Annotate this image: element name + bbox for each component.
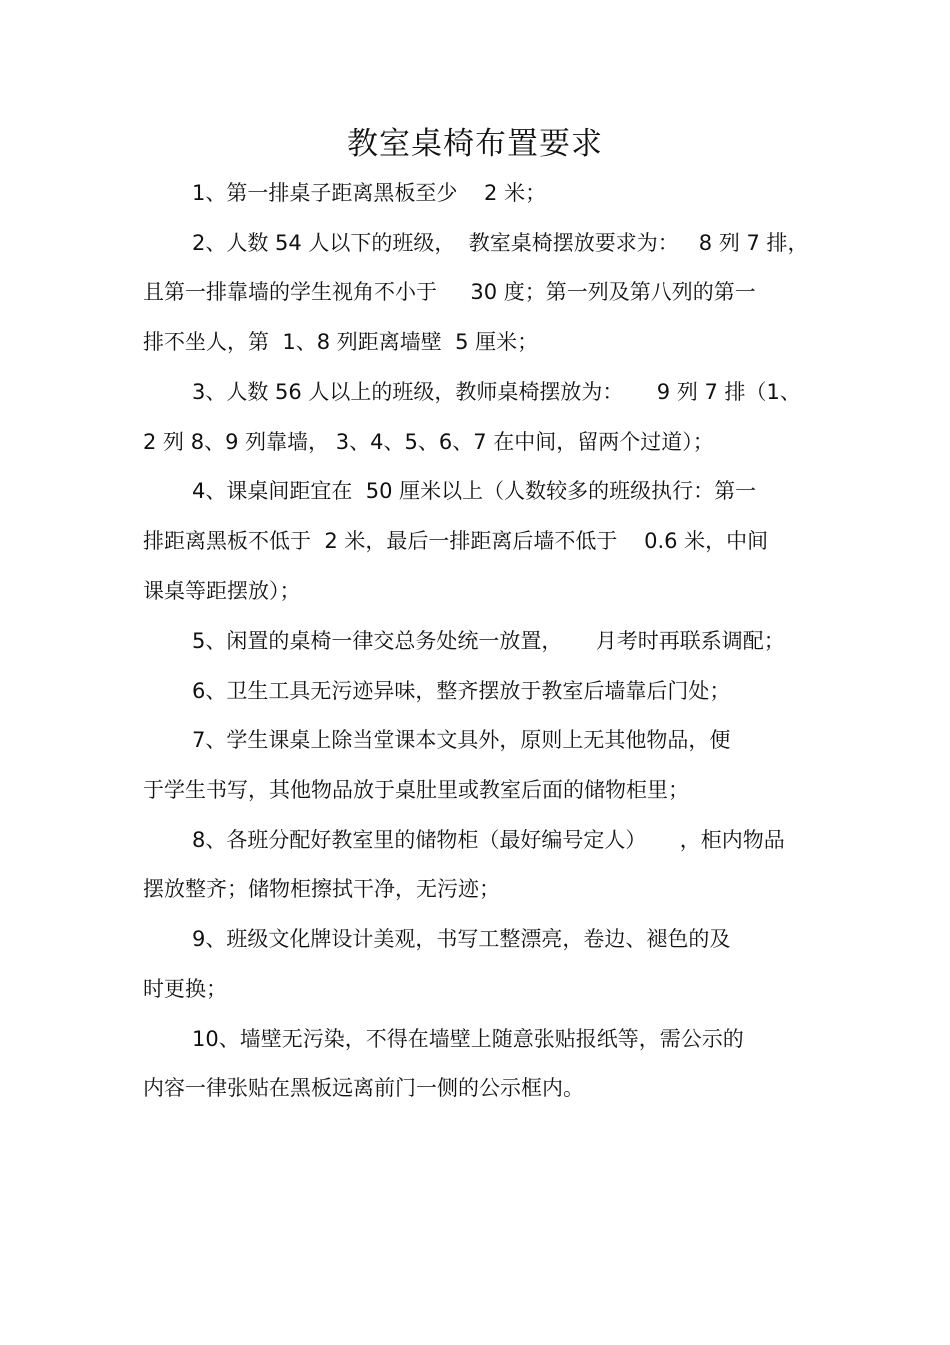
paragraph-line: 4、课桌间距宜在 50 厘米以上（人数较多的班级执行：第一 bbox=[192, 479, 757, 503]
paragraph-line: 排不坐人，第 1、8 列距离墙壁 5 厘米； bbox=[143, 330, 539, 354]
paragraph-line: 1、第一排桌子距离黑板至少 2 米； bbox=[192, 181, 547, 205]
paragraph-line: 课桌等距摆放）； bbox=[143, 579, 301, 603]
paragraph-line: 10、墙壁无污染，不得在墙壁上随意张贴报纸等，需公示的 bbox=[192, 1027, 744, 1051]
paragraph-line: 排距离黑板不低于 2 米，最后一排距离后墙不低于 0.6 米，中间 bbox=[143, 529, 769, 553]
paragraph-line: 内容一律张贴在黑板远离前门一侧的公示框内。 bbox=[143, 1076, 584, 1100]
paragraph-line: 3、人数 56 人以上的班级，教师桌椅摆放为： 9 列 7 排（1、 bbox=[192, 380, 801, 404]
paragraph-line: 5、闲置的桌椅一律交总务处统一放置， 月考时再联系调配； bbox=[192, 629, 785, 653]
paragraph-line: 于学生书写，其他物品放于桌肚里或教室后面的储物柜里； bbox=[143, 778, 689, 802]
paragraph-line: 时更换； bbox=[143, 977, 227, 1001]
paragraph-line: 9、班级文化牌设计美观，书写工整漂亮，卷边、褪色的及 bbox=[192, 927, 731, 951]
paragraph-line: 且第一排靠墙的学生视角不小于 30 度；第一列及第八列的第一 bbox=[143, 280, 756, 304]
paragraph-line: 摆放整齐；储物柜擦拭干净，无污迹； bbox=[143, 877, 500, 901]
paragraph-line: 7、学生课桌上除当堂课本文具外，原则上无其他物品，便 bbox=[192, 728, 731, 752]
paragraph-line: 2、人数 54 人以下的班级， 教室桌椅摆放要求为： 8 列 7 排， bbox=[192, 231, 809, 255]
paragraph-line: 6、卫生工具无污迹异味，整齐摆放于教室后墙靠后门处； bbox=[192, 679, 731, 703]
paragraph-line: 2 列 8、9 列靠墙， 3、4、5、6、7 在中间，留两个过道）； bbox=[143, 430, 714, 454]
paragraph-line: 8、各班分配好教室里的储物柜（最好编号定人） ，柜内物品 bbox=[192, 828, 785, 852]
document-title: 教室桌椅布置要求 bbox=[347, 126, 603, 162]
